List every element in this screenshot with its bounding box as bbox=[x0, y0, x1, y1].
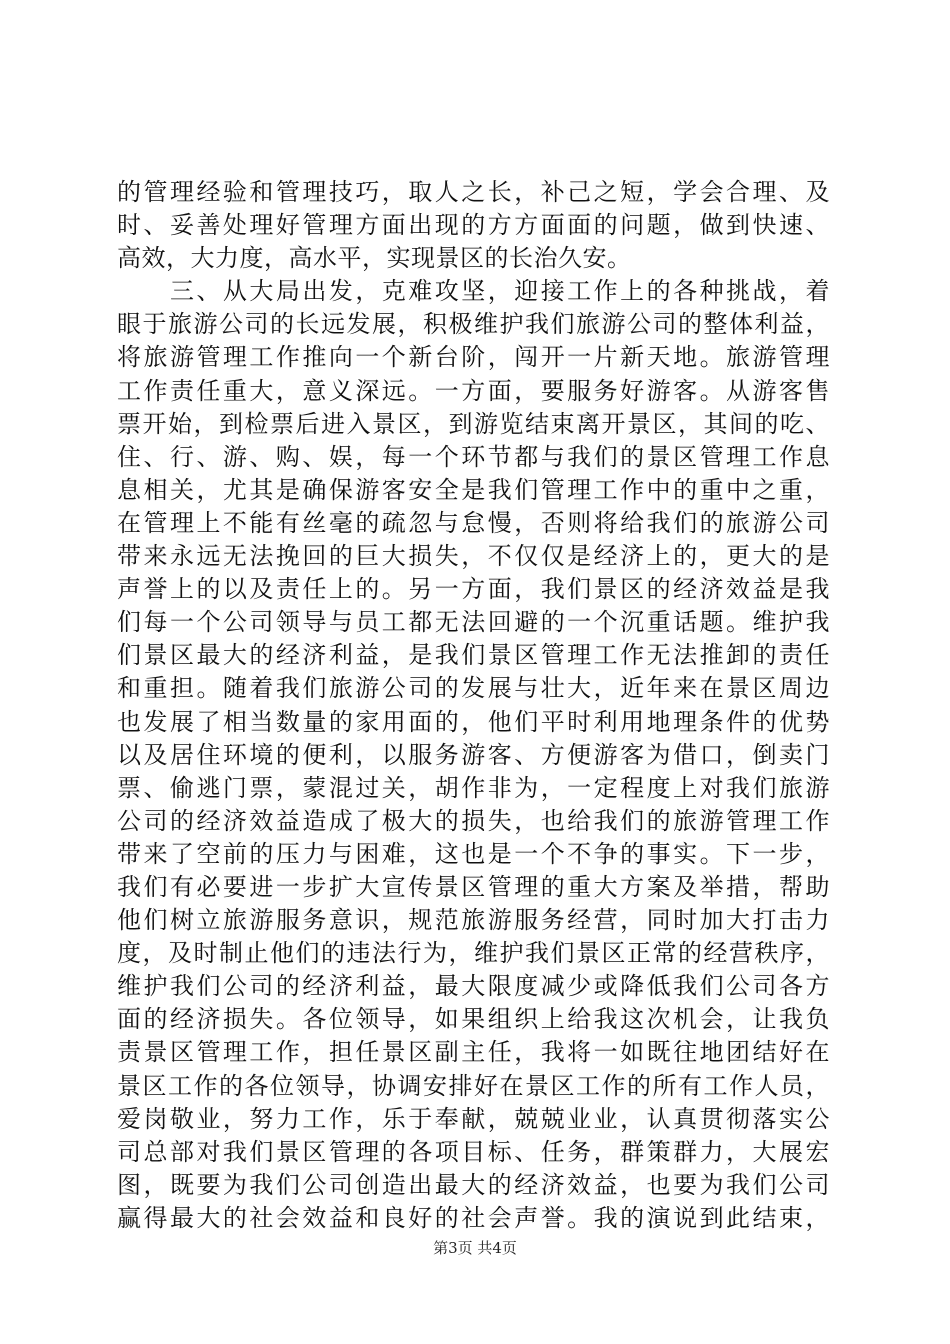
text-line: 以及居住环境的便利，以服务游客、方便游客为借口，倒卖门 bbox=[117, 740, 830, 769]
text-line: 们景区最大的经济利益，是我们景区管理工作无法推卸的责任 bbox=[117, 641, 830, 670]
text-line: 将旅游管理工作推向一个新台阶，闯开一片新天地。旅游管理 bbox=[117, 343, 830, 372]
text-line: 面的经济损失。各位领导，如果组织上给我这次机会，让我负 bbox=[117, 1005, 830, 1034]
text-line: 票、偷逃门票，蒙混过关，胡作非为，一定程度上对我们旅游 bbox=[117, 773, 830, 802]
text-line: 在管理上不能有丝毫的疏忽与怠慢，否则将给我们的旅游公司 bbox=[117, 508, 830, 537]
text-line: 我们有必要进一步扩大宣传景区管理的重大方案及举措，帮助 bbox=[117, 872, 830, 901]
text-line: 度，及时制止他们的违法行为，维护我们景区正常的经营秩序， bbox=[117, 939, 830, 968]
text-line: 工作责任重大，意义深远。一方面，要服务好游客。从游客售 bbox=[117, 376, 830, 405]
text-line: 住、行、游、购、娱，每一个环节都与我们的景区管理工作息 bbox=[117, 442, 830, 471]
text-line: 三、从大局出发，克难攻坚，迎接工作上的各种挑战，着 bbox=[117, 277, 830, 306]
text-line: 眼于旅游公司的长远发展，积极维护我们旅游公司的整体利益， bbox=[117, 310, 830, 339]
text-line: 爱岗敬业，努力工作，乐于奉献，兢兢业业，认真贯彻落实公 bbox=[117, 1104, 830, 1133]
page-footer: 第3页 共4页 bbox=[433, 1239, 517, 1257]
text-line: 们每一个公司领导与员工都无法回避的一个沉重话题。维护我 bbox=[117, 608, 830, 637]
text-line: 高效，大力度，高水平，实现景区的长治久安。 bbox=[117, 244, 632, 273]
text-line: 的管理经验和管理技巧，取人之长，补己之短，学会合理、及 bbox=[117, 178, 830, 206]
text-line: 息相关，尤其是确保游客安全是我们管理工作中的重中之重， bbox=[117, 475, 830, 504]
body-text bbox=[117, 176, 830, 1235]
text-line: 责景区管理工作，担任景区副主任，我将一如既往地团结好在 bbox=[117, 1038, 830, 1067]
text-line: 景区工作的各位领导，协调安排好在景区工作的所有工作人员， bbox=[117, 1071, 830, 1100]
text-line: 也发展了相当数量的家用面的，他们平时利用地理条件的优势 bbox=[117, 707, 830, 736]
text-line: 时、妥善处理好管理方面出现的方方面面的问题，做到快速、 bbox=[117, 211, 830, 240]
text-line: 司总部对我们景区管理的各项目标、任务，群策群力，大展宏 bbox=[117, 1137, 830, 1166]
text-line: 赢得最大的社会效益和良好的社会声誉。我的演说到此结束， bbox=[117, 1203, 830, 1232]
text-line: 声誉上的以及责任上的。另一方面，我们景区的经济效益是我 bbox=[117, 575, 830, 604]
text-line: 票开始，到检票后进入景区，到游览结束离开景区，其间的吃、 bbox=[117, 409, 830, 438]
text-line: 他们树立旅游服务意识，规范旅游服务经营，同时加大打击力 bbox=[117, 906, 830, 935]
text-line: 带来了空前的压力与困难，这也是一个不争的事实。下一步， bbox=[117, 839, 830, 868]
text-line: 图，既要为我们公司创造出最大的经济效益，也要为我们公司 bbox=[117, 1170, 830, 1199]
text-line: 和重担。随着我们旅游公司的发展与壮大，近年来在景区周边 bbox=[117, 674, 830, 703]
text-line: 维护我们公司的经济利益，最大限度减少或降低我们公司各方 bbox=[117, 972, 830, 1001]
text-line: 带来永远无法挽回的巨大损失，不仅仅是经济上的，更大的是 bbox=[117, 542, 830, 571]
text-line: 公司的经济效益造成了极大的损失，也给我们的旅游管理工作 bbox=[117, 806, 830, 835]
